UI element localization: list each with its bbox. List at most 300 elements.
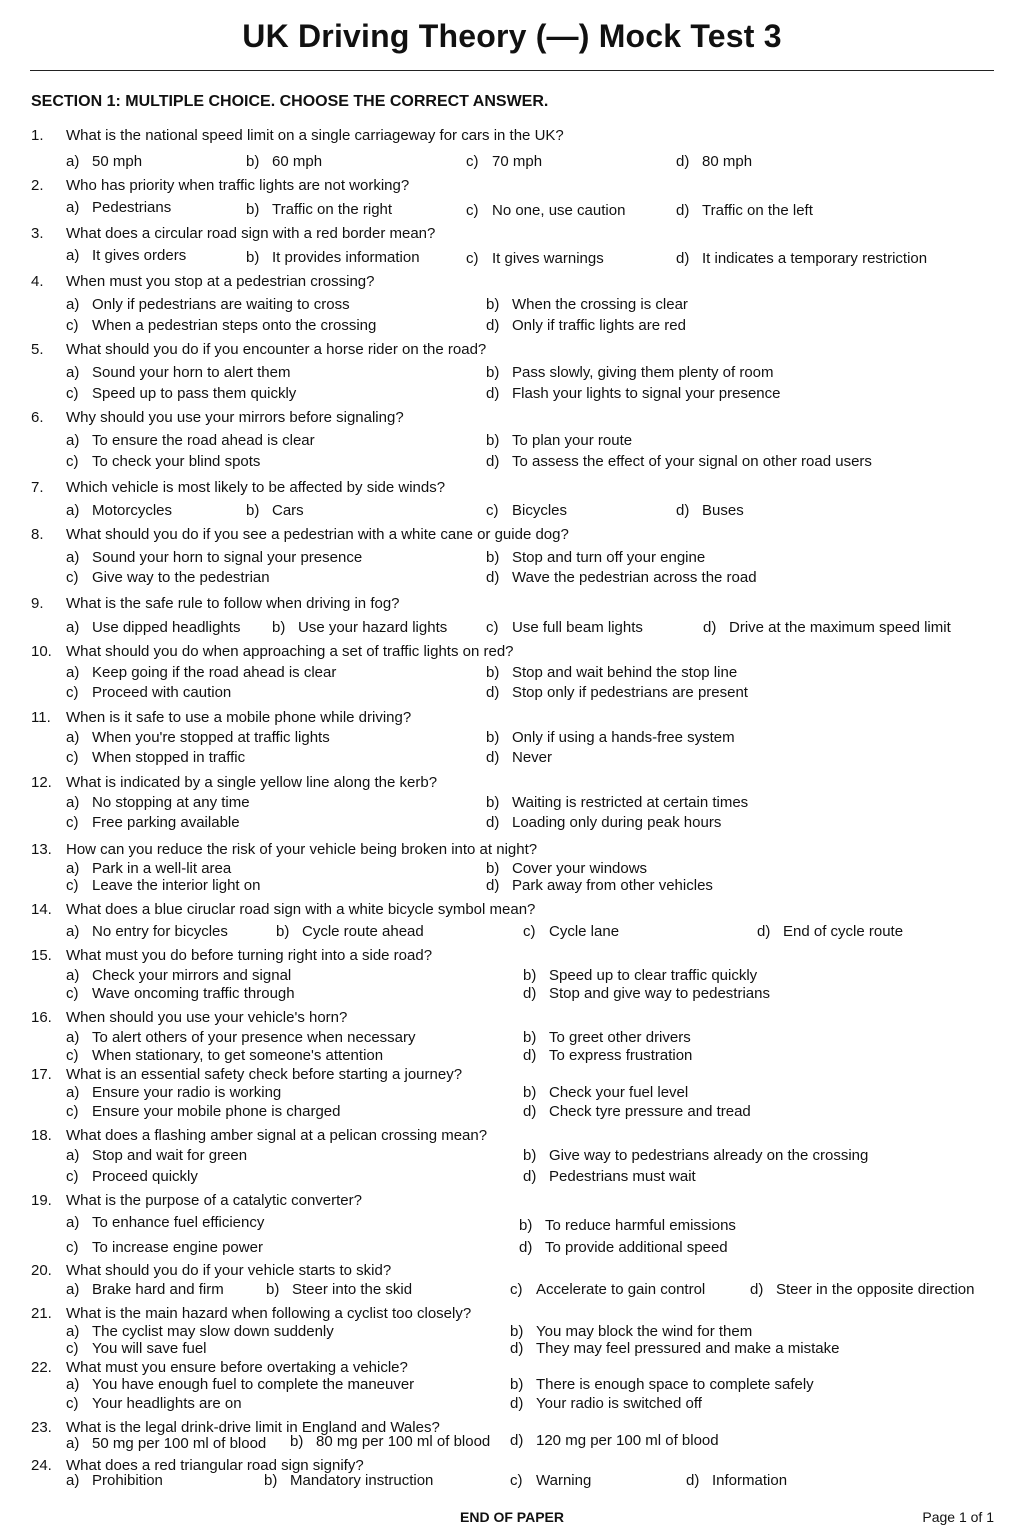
- option-letter: a): [66, 729, 80, 746]
- option-text: Stop and wait for green: [92, 1147, 248, 1164]
- option-letter: a): [66, 1214, 80, 1231]
- answer-option: [510, 1340, 839, 1357]
- option-letter: c): [466, 153, 479, 170]
- option-text: To plan your route: [512, 432, 633, 449]
- question-text: What is indicated by a single yellow line along the kerb?: [66, 774, 438, 791]
- answer-option: [486, 432, 632, 449]
- option-text: No entry for bicycles: [92, 923, 228, 940]
- option-text: Cycle route ahead: [302, 923, 424, 940]
- question-text: Why should you use your mirrors before signaling?: [66, 409, 404, 426]
- option-text: Your radio is switched off: [536, 1395, 702, 1412]
- answer-option: [676, 153, 752, 170]
- option-letter: b): [264, 1472, 278, 1489]
- answer-option: [66, 619, 240, 636]
- option-letter: b): [486, 296, 500, 313]
- option-text: Keep going if the road ahead is clear: [92, 664, 337, 681]
- answer-option: [686, 1472, 787, 1489]
- question-text: What should you do when approaching a set of traffic lights on red?: [66, 643, 514, 660]
- answer-option: [510, 1281, 705, 1298]
- option-letter: a): [66, 1323, 80, 1340]
- answer-option: [66, 729, 330, 746]
- option-text: 80 mg per 100 ml of blood: [316, 1433, 491, 1450]
- answer-option: [66, 1281, 224, 1298]
- question-text: Which vehicle is most likely to be affected by side winds?: [66, 479, 446, 496]
- option-text: Wave the pedestrian across the road: [512, 569, 757, 586]
- option-text: No one, use caution: [492, 202, 626, 219]
- answer-option: [66, 860, 231, 877]
- option-letter: c): [510, 1281, 523, 1298]
- answer-option: [486, 729, 735, 746]
- answer-option: [66, 247, 186, 264]
- option-text: To greet other drivers: [549, 1029, 691, 1046]
- option-text: End of cycle route: [783, 923, 904, 940]
- option-letter: c): [466, 250, 479, 267]
- question-number: 7.: [31, 479, 44, 496]
- option-letter: a): [66, 619, 80, 636]
- option-text: Use full beam lights: [512, 619, 643, 636]
- question-text: What should you do if you encounter a horse rider on the road?: [66, 341, 487, 358]
- option-letter: d): [510, 1395, 524, 1412]
- option-text: When the crossing is clear: [512, 296, 688, 313]
- answer-option: [523, 1084, 688, 1101]
- option-letter: d): [523, 1103, 537, 1120]
- answer-option: [486, 453, 872, 470]
- answer-option: [66, 1084, 281, 1101]
- option-text: Stop and wait behind the stop line: [512, 664, 738, 681]
- option-letter: a): [66, 296, 80, 313]
- answer-option: [264, 1472, 433, 1489]
- question-number: 19.: [31, 1192, 52, 1209]
- question-text: What is the legal drink-drive limit in England and Wales?: [66, 1419, 440, 1436]
- option-letter: c): [466, 202, 479, 219]
- option-text: Accelerate to gain control: [536, 1281, 706, 1298]
- option-text: Prohibition: [92, 1472, 163, 1489]
- option-text: 120 mg per 100 ml of blood: [536, 1432, 719, 1449]
- option-text: Flash your lights to signal your presence: [512, 385, 781, 402]
- answer-option: [66, 1029, 416, 1046]
- option-letter: d): [486, 317, 500, 334]
- answer-option: [66, 549, 362, 566]
- answer-option: [66, 502, 172, 519]
- option-letter: d): [510, 1340, 524, 1357]
- option-letter: b): [272, 619, 286, 636]
- option-letter: c): [66, 749, 79, 766]
- option-text: Loading only during peak hours: [512, 814, 722, 831]
- question-text: What is an essential safety check before starting a journey?: [66, 1066, 463, 1083]
- option-letter: a): [66, 1435, 80, 1452]
- option-text: To enhance fuel efficiency: [92, 1214, 265, 1231]
- question-text: Who has priority when traffic lights are not working?: [66, 177, 410, 194]
- option-text: Motorcycles: [92, 502, 173, 519]
- option-text: Cars: [272, 502, 304, 519]
- option-letter: a): [66, 1147, 80, 1164]
- option-letter: c): [66, 569, 79, 586]
- option-text: When a pedestrian steps onto the crossing: [92, 317, 377, 334]
- option-text: You have enough fuel to complete the maneuver: [92, 1376, 415, 1393]
- option-text: Stop and give way to pedestrians: [549, 985, 770, 1002]
- answer-option: [676, 202, 813, 219]
- answer-option: [523, 1168, 696, 1185]
- answer-option: [246, 153, 322, 170]
- question-number: 10.: [31, 643, 52, 660]
- option-letter: b): [486, 364, 500, 381]
- option-letter: d): [676, 502, 690, 519]
- option-text: Free parking available: [92, 814, 240, 831]
- option-letter: a): [66, 860, 80, 877]
- answer-option: [510, 1432, 719, 1449]
- option-letter: c): [66, 453, 79, 470]
- option-text: Buses: [702, 502, 744, 519]
- option-letter: b): [266, 1281, 280, 1298]
- question-text: What does a red triangular road sign signify?: [66, 1457, 364, 1474]
- answer-option: [510, 1323, 752, 1340]
- option-text: Give way to the pedestrian: [92, 569, 270, 586]
- answer-option: [466, 153, 542, 170]
- option-text: Stop and turn off your engine: [512, 549, 706, 566]
- answer-option: [486, 814, 721, 831]
- answer-option: [523, 923, 619, 940]
- option-text: 50 mph: [92, 153, 143, 170]
- question-text: When must you stop at a pedestrian crossing?: [66, 273, 375, 290]
- option-letter: d): [703, 619, 717, 636]
- option-letter: a): [66, 549, 80, 566]
- answer-option: [510, 1472, 591, 1489]
- question-number: 23.: [31, 1419, 52, 1436]
- option-letter: a): [66, 432, 80, 449]
- question-number: 24.: [31, 1457, 52, 1474]
- answer-option: [486, 860, 647, 877]
- option-letter: d): [486, 877, 500, 894]
- option-text: Cover your windows: [512, 860, 648, 877]
- option-text: To express frustration: [549, 1047, 693, 1064]
- question-text: What must you do before turning right into a side road?: [66, 947, 433, 964]
- option-letter: a): [66, 1084, 80, 1101]
- question-number: 4.: [31, 273, 44, 290]
- answer-option: [66, 364, 290, 381]
- answer-option: [486, 684, 748, 701]
- option-letter: c): [66, 317, 79, 334]
- question-text: When should you use your vehicle's horn?: [66, 1009, 348, 1026]
- question-number: 15.: [31, 947, 52, 964]
- answer-option: [66, 199, 171, 216]
- option-text: Wave oncoming traffic through: [92, 985, 295, 1002]
- option-text: When stopped in traffic: [92, 749, 246, 766]
- option-text: Proceed quickly: [92, 1168, 198, 1185]
- option-letter: a): [66, 923, 80, 940]
- option-text: You will save fuel: [92, 1340, 207, 1357]
- answer-option: [486, 664, 737, 681]
- answer-option: [519, 1239, 728, 1256]
- option-text: It gives orders: [92, 247, 187, 264]
- option-text: Proceed with caution: [92, 684, 232, 701]
- option-letter: d): [523, 1168, 537, 1185]
- option-text: To assess the effect of your signal on other road users: [512, 453, 872, 470]
- answer-option: [276, 923, 424, 940]
- question-number: 18.: [31, 1127, 52, 1144]
- answer-option: [66, 1323, 334, 1340]
- answer-option: [66, 385, 296, 402]
- option-text: No stopping at any time: [92, 794, 250, 811]
- question-text: What does a blue ciruclar road sign with a white bicycle symbol mean?: [66, 901, 536, 918]
- answer-option: [703, 619, 951, 636]
- option-text: Check your mirrors and signal: [92, 967, 292, 984]
- question-number: 13.: [31, 841, 52, 858]
- option-letter: c): [486, 502, 499, 519]
- option-letter: a): [66, 1281, 80, 1298]
- option-text: The cyclist may slow down suddenly: [92, 1323, 334, 1340]
- option-letter: c): [486, 619, 499, 636]
- option-text: Your headlights are on: [92, 1395, 242, 1412]
- option-text: Information: [712, 1472, 788, 1489]
- option-letter: a): [66, 364, 80, 381]
- option-letter: b): [486, 549, 500, 566]
- option-text: Pass slowly, giving them plenty of room: [512, 364, 774, 381]
- option-letter: a): [66, 502, 80, 519]
- option-letter: d): [676, 153, 690, 170]
- option-letter: b): [510, 1323, 524, 1340]
- answer-option: [510, 1376, 814, 1393]
- question-number: 14.: [31, 901, 52, 918]
- answer-option: [66, 153, 142, 170]
- option-text: It provides information: [272, 249, 420, 266]
- answer-option: [486, 502, 567, 519]
- answer-option: [486, 794, 748, 811]
- answer-option: [66, 967, 291, 984]
- option-text: Use your hazard lights: [298, 619, 448, 636]
- question-number: 8.: [31, 526, 44, 543]
- option-text: It indicates a temporary restriction: [702, 250, 928, 267]
- answer-option: [66, 985, 295, 1002]
- question-text: How can you reduce the risk of your vehicle being broken into at night?: [66, 841, 538, 858]
- option-text: It gives warnings: [492, 250, 604, 267]
- answer-option: [523, 1103, 751, 1120]
- option-text: Traffic on the left: [702, 202, 813, 219]
- option-letter: d): [486, 385, 500, 402]
- option-letter: b): [246, 249, 260, 266]
- option-letter: d): [676, 250, 690, 267]
- option-text: Leave the interior light on: [92, 877, 261, 894]
- question-text: What is the main hazard when following a cyclist too closely?: [66, 1305, 472, 1322]
- option-text: Warning: [536, 1472, 592, 1489]
- answer-option: [290, 1433, 490, 1450]
- question-number: 5.: [31, 341, 44, 358]
- answer-option: [486, 877, 713, 894]
- question-number: 2.: [31, 177, 44, 194]
- option-letter: b): [486, 432, 500, 449]
- option-text: Ensure your radio is working: [92, 1084, 282, 1101]
- option-letter: b): [486, 860, 500, 877]
- option-letter: c): [66, 877, 79, 894]
- option-letter: c): [510, 1472, 523, 1489]
- option-text: To check your blind spots: [92, 453, 261, 470]
- option-text: Traffic on the right: [272, 201, 393, 218]
- option-text: Stop only if pedestrians are present: [512, 684, 748, 701]
- option-letter: d): [757, 923, 771, 940]
- answer-option: [486, 296, 688, 313]
- answer-option: [66, 296, 350, 313]
- option-letter: d): [486, 453, 500, 470]
- option-letter: b): [246, 201, 260, 218]
- option-text: To ensure the road ahead is clear: [92, 432, 315, 449]
- answer-option: [486, 364, 774, 381]
- option-text: 70 mph: [492, 153, 543, 170]
- option-text: There is enough space to complete safely: [536, 1376, 814, 1393]
- option-text: Steer into the skid: [292, 1281, 413, 1298]
- option-letter: b): [519, 1217, 533, 1234]
- question-number: 6.: [31, 409, 44, 426]
- option-text: 60 mph: [272, 153, 323, 170]
- option-text: Bicycles: [512, 502, 568, 519]
- option-text: When stationary, to get someone's attention: [92, 1047, 384, 1064]
- option-text: Park in a well-lit area: [92, 860, 232, 877]
- question-text: What should you do if you see a pedestrian with a white cane or guide dog?: [66, 526, 569, 543]
- option-text: Sound your horn to alert them: [92, 364, 291, 381]
- option-letter: c): [66, 1168, 79, 1185]
- question-text: What should you do if your vehicle starts to skid?: [66, 1262, 392, 1279]
- option-letter: b): [276, 923, 290, 940]
- question-number: 20.: [31, 1262, 52, 1279]
- answer-option: [266, 1281, 412, 1298]
- answer-option: [486, 385, 780, 402]
- option-letter: d): [486, 749, 500, 766]
- option-text: To increase engine power: [92, 1239, 263, 1256]
- option-letter: a): [66, 794, 80, 811]
- answer-option: [66, 1214, 264, 1231]
- answer-option: [66, 1472, 163, 1489]
- answer-option: [66, 794, 250, 811]
- answer-option: [246, 201, 392, 218]
- answer-option: [486, 317, 686, 334]
- option-letter: b): [486, 664, 500, 681]
- question-text: When is it safe to use a mobile phone while driving?: [66, 709, 412, 726]
- page-number: Page 1 of 1: [922, 1509, 994, 1525]
- option-text: Ensure your mobile phone is charged: [92, 1103, 341, 1120]
- answer-option: [523, 1029, 691, 1046]
- option-text: Mandatory instruction: [290, 1472, 434, 1489]
- answer-option: [486, 619, 643, 636]
- option-text: Waiting is restricted at certain times: [512, 794, 749, 811]
- answer-option: [66, 453, 260, 470]
- answer-option: [66, 814, 240, 831]
- answer-option: [466, 250, 604, 267]
- option-text: To alert others of your presence when necessary: [92, 1029, 416, 1046]
- option-text: 80 mph: [702, 153, 753, 170]
- answer-option: [66, 1168, 198, 1185]
- option-text: Pedestrians: [92, 199, 172, 216]
- option-letter: c): [66, 1103, 79, 1120]
- page-title: UK Driving Theory (—) Mock Test 3: [242, 18, 782, 54]
- option-text: Cycle lane: [549, 923, 620, 940]
- option-letter: c): [523, 923, 536, 940]
- option-text: They may feel pressured and make a mistake: [536, 1340, 840, 1357]
- option-letter: b): [510, 1376, 524, 1393]
- answer-option: [523, 985, 770, 1002]
- question-text: What does a flashing amber signal at a pelican crossing mean?: [66, 1127, 488, 1144]
- question-number: 17.: [31, 1066, 52, 1083]
- option-letter: a): [66, 1376, 80, 1393]
- answer-option: [523, 1047, 692, 1064]
- question-number: 12.: [31, 774, 52, 791]
- answer-option: [272, 619, 447, 636]
- answer-option: [486, 749, 552, 766]
- option-letter: b): [486, 794, 500, 811]
- answer-option: [66, 1435, 266, 1452]
- option-text: When you're stopped at traffic lights: [92, 729, 330, 746]
- option-text: Only if pedestrians are waiting to cross: [92, 296, 350, 313]
- option-text: Drive at the maximum speed limit: [729, 619, 951, 636]
- option-text: Pedestrians must wait: [549, 1168, 696, 1185]
- question-number: 3.: [31, 225, 44, 242]
- option-letter: a): [66, 199, 80, 216]
- option-letter: c): [66, 814, 79, 831]
- question-number: 16.: [31, 1009, 52, 1026]
- option-letter: a): [66, 1029, 80, 1046]
- answer-option: [750, 1281, 974, 1298]
- answer-option: [523, 967, 757, 984]
- question-number: 1.: [31, 127, 44, 144]
- option-letter: b): [290, 1433, 304, 1450]
- answer-option: [486, 569, 757, 586]
- option-letter: a): [66, 153, 80, 170]
- option-text: Park away from other vehicles: [512, 877, 713, 894]
- answer-option: [66, 432, 315, 449]
- option-letter: b): [523, 1084, 537, 1101]
- option-letter: a): [66, 247, 80, 264]
- end-of-paper: END OF PAPER: [460, 1509, 564, 1525]
- answer-option: [66, 749, 245, 766]
- question-text: What must you ensure before overtaking a vehicle?: [66, 1359, 408, 1376]
- option-text: To provide additional speed: [545, 1239, 728, 1256]
- option-letter: d): [686, 1472, 700, 1489]
- answer-option: [66, 317, 376, 334]
- answer-option: [519, 1217, 736, 1234]
- answer-option: [66, 664, 336, 681]
- option-text: To reduce harmful emissions: [545, 1217, 736, 1234]
- answer-option: [466, 202, 625, 219]
- question-number: 11.: [31, 709, 51, 726]
- option-letter: d): [523, 985, 537, 1002]
- option-text: Brake hard and firm: [92, 1281, 224, 1298]
- option-text: Speed up to pass them quickly: [92, 385, 297, 402]
- option-text: Use dipped headlights: [92, 619, 241, 636]
- option-letter: b): [246, 153, 260, 170]
- option-text: You may block the wind for them: [536, 1323, 753, 1340]
- option-text: Sound your horn to signal your presence: [92, 549, 363, 566]
- answer-option: [66, 1047, 383, 1064]
- question-number: 21.: [31, 1305, 52, 1322]
- question-text: What does a circular road sign with a red border mean?: [66, 225, 436, 242]
- question-text: What is the national speed limit on a single carriageway for cars in the UK?: [66, 127, 564, 144]
- section-heading: SECTION 1: MULTIPLE CHOICE. CHOOSE THE CORRECT ANSWER.: [31, 93, 549, 110]
- answer-option: [757, 923, 903, 940]
- option-letter: a): [66, 1472, 80, 1489]
- answer-option: [66, 1239, 263, 1256]
- answer-option: [66, 923, 228, 940]
- answer-option: [66, 1376, 414, 1393]
- answer-option: [66, 569, 270, 586]
- option-letter: b): [246, 502, 260, 519]
- option-text: Check your fuel level: [549, 1084, 689, 1101]
- answer-option: [486, 549, 705, 566]
- option-text: Only if using a hands-free system: [512, 729, 735, 746]
- option-text: Never: [512, 749, 553, 766]
- question-text: What is the safe rule to follow when driving in fog?: [66, 595, 400, 612]
- answer-option: [523, 1147, 868, 1164]
- question-number: 9.: [31, 595, 44, 612]
- option-letter: b): [523, 1029, 537, 1046]
- answer-option: [66, 1340, 207, 1357]
- answer-option: [66, 684, 231, 701]
